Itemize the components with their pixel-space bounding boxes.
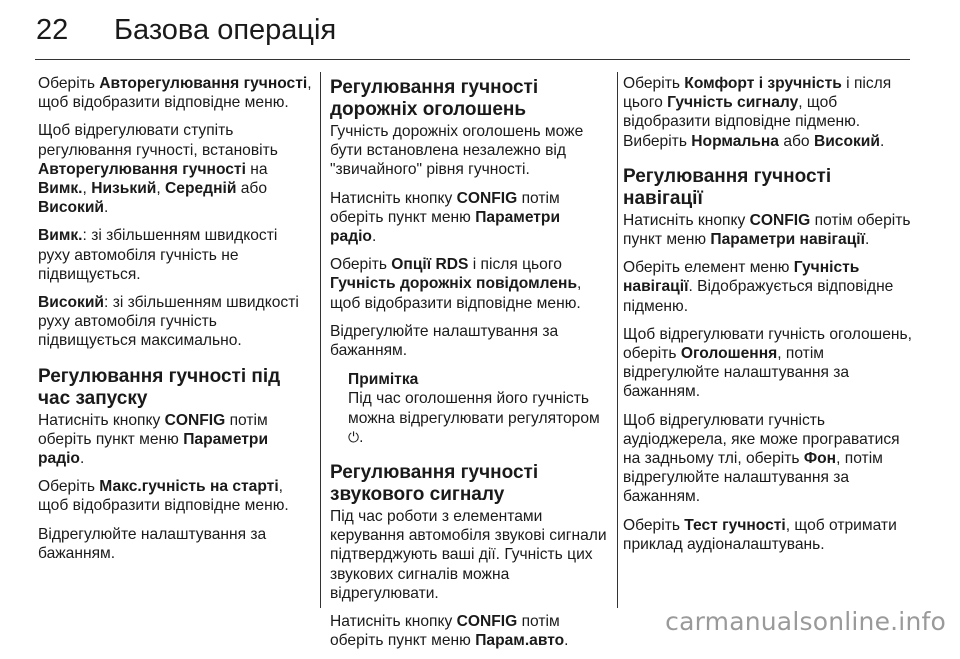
paragraph: Оберіть елемент меню Гучність навігації. Відображується відповідне підменю. [623, 259, 894, 315]
paragraph: Натисніть кнопку CONFIG потім оберіть пункт меню Параметри радіо. [330, 189, 561, 246]
page-header [0, 0, 960, 62]
paragraph: Щоб відрегулювати гучність оголошень, оберіть Оголошення, потім відрегулюйте налаштування за бажанням. [623, 325, 912, 401]
section-heading-traffic-volume: Регулювання гучності дорожніх оголошень [330, 77, 539, 120]
note-box [348, 370, 610, 447]
paragraph: Оберіть Авторегулювання гучності, щоб відобразити відповідне меню. [38, 75, 312, 112]
page-title: Базова операція [114, 14, 337, 46]
note-title: Примітка [348, 371, 419, 389]
section-heading-startup-volume: Регулювання гучності під час запуску [38, 365, 281, 409]
column-divider-2 [617, 72, 618, 608]
paragraph: Щоб відрегулювати гучність аудіоджерела, яке може програватися на задньому тлі, оберіть Фон, потім відрегулюйте налаштування за бажанням. [623, 411, 900, 506]
paragraph: Оберіть Тест гучності, щоб отримати приклад аудіоналаштувань. [623, 516, 897, 553]
paragraph: Гучність дорожніх оголошень може бути встановлена незалежно від "звичайного" рівня гучності. [330, 123, 584, 179]
paragraph: Оберіть Комфорт і зручність і після цього Гучність сигналу, щоб відобразити відповідне підменю. Виберіть Нормальна або Високий. [623, 75, 892, 150]
column-divider-1 [320, 72, 321, 608]
header-divider [35, 59, 910, 60]
section-heading-navigation-volume: Регулювання гучності навігації [623, 165, 832, 209]
paragraph: Щоб відрегулювати ступіть регулювання гучності, встановіть Авторегулювання гучності на Вимк., Низький, Середній або Високий. [38, 122, 278, 217]
paragraph: Відрегулюйте налаштування за бажанням. [38, 525, 267, 562]
watermark: carmanualsonline.info [665, 607, 946, 636]
paragraph: Оберіть Макс.гучність на старті, щоб відобразити відповідне меню. [38, 478, 289, 515]
section-heading-sound-signal-volume: Регулювання гучності звукового сигналу [330, 462, 539, 506]
paragraph: Оберіть Опції RDS і після цього Гучність дорожніх повідомлень, щоб відобразити відповідне меню. [330, 256, 582, 312]
paragraph: Вимк.: зі збільшенням швидкості руху автомобіля гучність не підвищується. [38, 227, 278, 283]
power-knob-icon: ⏻ [348, 428, 360, 445]
paragraph: Під час роботи з елементами керування автомобіля звукові сигнали підтверджують ваші дії. Гучність цих звукових сигналів можна відрегулювати. [330, 508, 607, 602]
paragraph: Натисніть кнопку CONFIG потім оберіть пункт меню Парам.авто. [330, 613, 569, 650]
paragraph: Натисніть кнопку CONFIG потім оберіть пункт меню Параметри радіо. [38, 411, 269, 468]
column-2 [330, 74, 610, 659]
paragraph: Натисніть кнопку CONFIG потім оберіть пункт меню Параметри навігації. [623, 211, 911, 249]
paragraph: Високий: зі збільшенням швидкості руху автомобіля гучність підвищується максимально. [38, 294, 299, 350]
page-number: 22 [36, 14, 69, 46]
column-3 [623, 74, 913, 563]
paragraph: Відрегулюйте налаштування за бажанням. [330, 322, 559, 360]
note-text: Під час оголошення його гучність можна відрегулювати регулятором ⏻. [348, 390, 600, 446]
column-1 [38, 74, 312, 572]
